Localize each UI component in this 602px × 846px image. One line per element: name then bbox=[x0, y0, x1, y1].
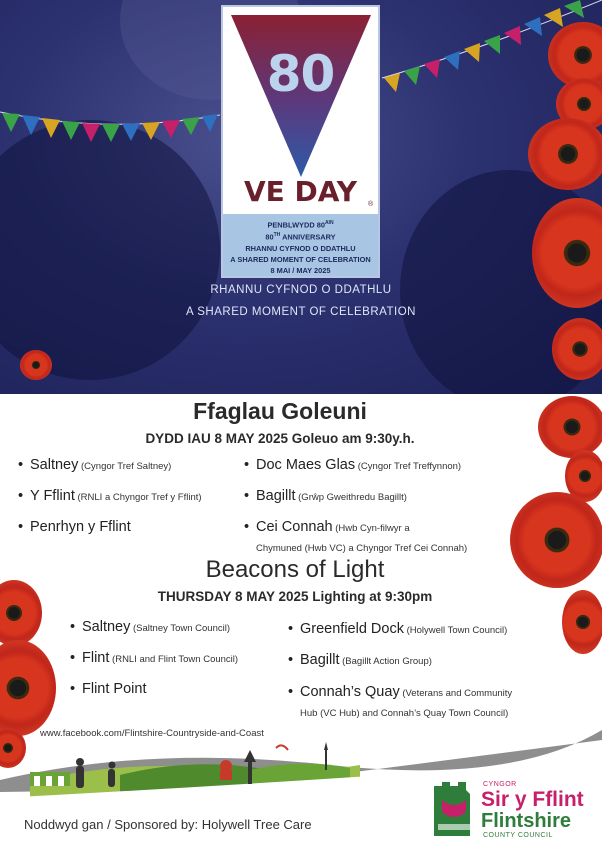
logo-line: 80TH ANNIVERSARY bbox=[265, 232, 336, 242]
logo-line: A SHARED MOMENT OF CELEBRATION bbox=[230, 254, 371, 264]
welsh-list-item: • Y Fflint (RNLI a Chyngor Tref y Fflint) bbox=[18, 488, 202, 504]
tagline-english: A SHARED MOMENT OF CELEBRATION bbox=[186, 306, 416, 318]
hero-banner bbox=[0, 0, 602, 394]
council-small-top: CYNGOR bbox=[483, 781, 517, 788]
logo-number: 80 bbox=[266, 45, 335, 103]
welsh-heading: Ffaglau Goleuni bbox=[193, 398, 367, 424]
welsh-list-item: • Doc Maes Glas (Cyngor Tref Treffynnon) bbox=[244, 457, 462, 473]
ve-day-logo bbox=[221, 5, 380, 278]
welsh-list-item: • Penrhyn y Fflint bbox=[18, 519, 131, 535]
logo-info-box bbox=[223, 214, 378, 276]
english-subheading: THURSDAY 8 MAY 2025 Lighting at 9:30pm bbox=[157, 589, 433, 604]
english-list-item: • Saltney (Saltney Town Council) bbox=[70, 619, 230, 635]
logo-title: VE DAY bbox=[243, 175, 358, 208]
poppy-decoration bbox=[552, 318, 602, 380]
council-small-bottom: COUNTY COUNCIL bbox=[483, 832, 553, 839]
council-name-english: Flintshire bbox=[481, 810, 572, 832]
logo-line: RHANNU CYFNOD O DDATHLU bbox=[245, 243, 356, 253]
council-name-welsh: Sir y Fflint bbox=[481, 788, 584, 811]
english-list-item: • Bagillt (Bagillt Action Group) bbox=[288, 652, 432, 668]
english-list-item: • Connah’s Quay (Veterans and Community Hub (VC Hub) and Connah’s Quay Town Council) bbox=[288, 684, 513, 719]
sponsor-text: Noddwyd gan / Sponsored by: Holywell Tree Care bbox=[24, 817, 312, 832]
poppy-decoration bbox=[528, 118, 602, 190]
welsh-list-item: • Bagillt (Grŵp Gweithredu Bagillt) bbox=[244, 488, 407, 504]
english-list-item: • Flint (RNLI and Flint Town Council) bbox=[70, 650, 239, 666]
welsh-list-item: • Saltney (Cyngor Tref Saltney) bbox=[18, 457, 172, 473]
facebook-link[interactable]: www.facebook.com/Flintshire-Countryside-and-Coast bbox=[40, 728, 264, 739]
logo-line: PENBLWYDD $80^{AIN}$ bbox=[267, 220, 334, 230]
council-logo-icon bbox=[430, 780, 478, 840]
english-list-item: • Greenfield Dock (Holywell Town Council) bbox=[288, 621, 508, 637]
english-list-item: • Flint Point bbox=[70, 681, 147, 697]
welsh-subheading: DYDD IAU 8 MAY 2025 Goleuo am 9:30y.h. bbox=[145, 431, 415, 446]
welsh-list-item: • Cei Connah (Hwb Cyn-filwyr a Chymuned (Hwb VC) a Chyngor Tref Cei Connah) bbox=[244, 519, 468, 554]
bunting-left bbox=[2, 113, 218, 142]
tagline-welsh: RHANNU CYFNOD O DDATHLU bbox=[210, 284, 392, 296]
logo-line: 8 MAI / MAY 2025 bbox=[270, 265, 331, 275]
english-heading: Beacons of Light bbox=[205, 556, 385, 583]
poppy-decoration bbox=[20, 350, 52, 380]
registered-mark: ® bbox=[368, 201, 374, 208]
